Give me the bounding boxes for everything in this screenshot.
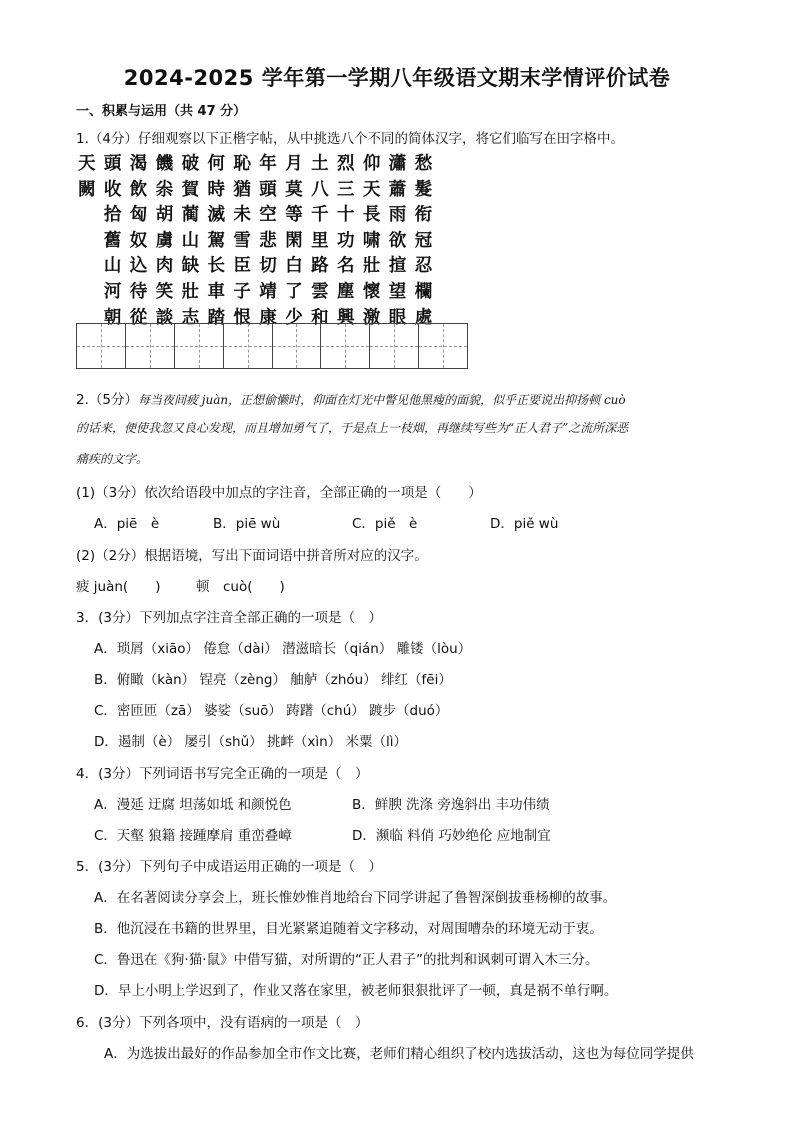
blank-juan[interactable]: 疲 juàn( ): [76, 579, 161, 595]
calligraphy-row: 天頭渴饑破何恥年月土烈仰瀟愁: [78, 154, 441, 174]
calligraphy-row: 朝從談志踏恨康少和興激眼處: [78, 307, 441, 328]
option-a: A．为选拔出最好的作品参加全市作文比赛，老师们精心组织了校内选拔活动，这也为每位同学提供: [104, 1046, 694, 1062]
option-c: C．密匝匝（zā） 婆娑（suō） 踌躇（chú） 踱步（duó）: [94, 703, 449, 719]
passage-line: 的话来，便使我忽又良心发现，而且增加勇气了，于是点上一枝烟，再继续写些为“正人君子”之流所深恶: [76, 421, 629, 435]
option-b: B．俯瞰（kàn） 锃亮（zèng） 舳舻（zhóu） 绯红（fēi）: [94, 672, 452, 688]
option-b: B．鲜腴 洗涤 旁逸斜出 丰功伟绩: [352, 797, 550, 813]
grid-cell[interactable]: [175, 324, 224, 368]
grid-cell[interactable]: [370, 324, 419, 368]
option-b: B．piē wù: [213, 516, 281, 532]
option-d: D．遏制（è） 屡引（shǔ） 挑衅（xìn） 米粟（lì）: [94, 734, 408, 750]
option-c: C．鲁迅在《狗·猫·鼠》中借写猫，对所谓的“正人君子”的批判和讽刺可谓入木三分。: [94, 952, 599, 968]
calligraphy-row: 舊奴虜山駕雪悲閑里功啸欲冠: [78, 230, 441, 251]
grid-cell[interactable]: [273, 324, 322, 368]
option-c: C．piě è: [352, 516, 418, 532]
exam-title: 2024-2025 学年第一学期八年级语文期末学情评价试卷: [123, 66, 671, 90]
question-6-prompt: 6．(3分）下列各项中，没有语病的一项是（ ）: [76, 1015, 369, 1031]
grid-cell[interactable]: [77, 324, 126, 368]
passage-line: 痛疾的文字。: [76, 452, 149, 466]
section-heading: 一、积累与运用（共 47 分）: [76, 104, 247, 119]
option-d: D．早上小明上学迟到了，作业又落在家里，被老师狠狠批评了一顿，真是祸不单行啊。: [94, 983, 618, 999]
question-2-2-prompt: (2)（2分）根据语境，写出下面词语中拼音所对应的汉字。: [76, 548, 428, 564]
option-a: A．piē è: [94, 516, 160, 532]
option-b: B．他沉浸在书籍的世界里，目光紧紧追随着文字移动，对周围嘈杂的环境无动于衷。: [94, 921, 603, 937]
calligraphy-row: 河待笑壯車子靖了雲塵懷望欄: [78, 281, 441, 302]
grid-cell[interactable]: [224, 324, 273, 368]
grid-cell[interactable]: [419, 324, 467, 368]
option-d: D．piě wù: [490, 516, 559, 532]
question-2: [76, 388, 626, 408]
option-c: C．天壑 狼籍 接踵摩肩 重峦叠嶂: [94, 828, 292, 844]
question-1-prompt: 1.（4分）仔细观察以下正楷字帖，从中挑选八个不同的简体汉字，将它们临写在田字格中。: [76, 131, 624, 147]
question-2-number: 2.（5分）: [76, 392, 138, 408]
calligraphy-row: 闕收飲尜賀時猶頭莫八三天蕭髮: [78, 179, 441, 200]
option-d: D．濒临 料俏 巧妙绝伦 应地制宜: [352, 828, 551, 844]
question-5-prompt: 5．(3分）下列句子中成语运用正确的一项是（ ）: [76, 859, 382, 875]
calligraphy-row: 山込肉缺长臣切白路名壯揎忍: [78, 256, 441, 277]
passage-line: 每当夜间疲 juàn，正想偷懒时，仰面在灯光中瞥见他黑瘦的面貌，似乎正要说出抑扬顿 cuò: [137, 393, 626, 407]
question-4-prompt: 4．(3分）下列词语书写完全正确的一项是（ ）: [76, 766, 369, 782]
option-a: A．在名著阅读分享会上，班长惟妙惟肖地给台下同学讲起了鲁智深倒拔垂杨柳的故事。: [94, 890, 617, 906]
question-2-1-prompt: (1)（3分）依次给语段中加点的字注音，全部正确的一项是（ ）: [76, 485, 482, 501]
option-a: A．漫延 迂腐 坦荡如坻 和颜悦色: [94, 797, 292, 813]
grid-cell[interactable]: [126, 324, 175, 368]
calligraphy-row: 拾匈胡蔺滅未空等千十長雨衔: [78, 205, 441, 226]
grid-cell[interactable]: [321, 324, 370, 368]
blank-cuo[interactable]: 顿 cuò( ): [196, 579, 285, 595]
question-3-prompt: 3．(3分）下列加点字注音全部正确的一项是（ ）: [76, 610, 382, 626]
calligraphy-copybook: [78, 152, 441, 331]
option-a: A．琐屑（xiāo） 倦怠（dài） 潜滋暗长（qián） 雕镂（lòu）: [94, 641, 472, 657]
tianzige-writing-grid: [76, 323, 468, 369]
